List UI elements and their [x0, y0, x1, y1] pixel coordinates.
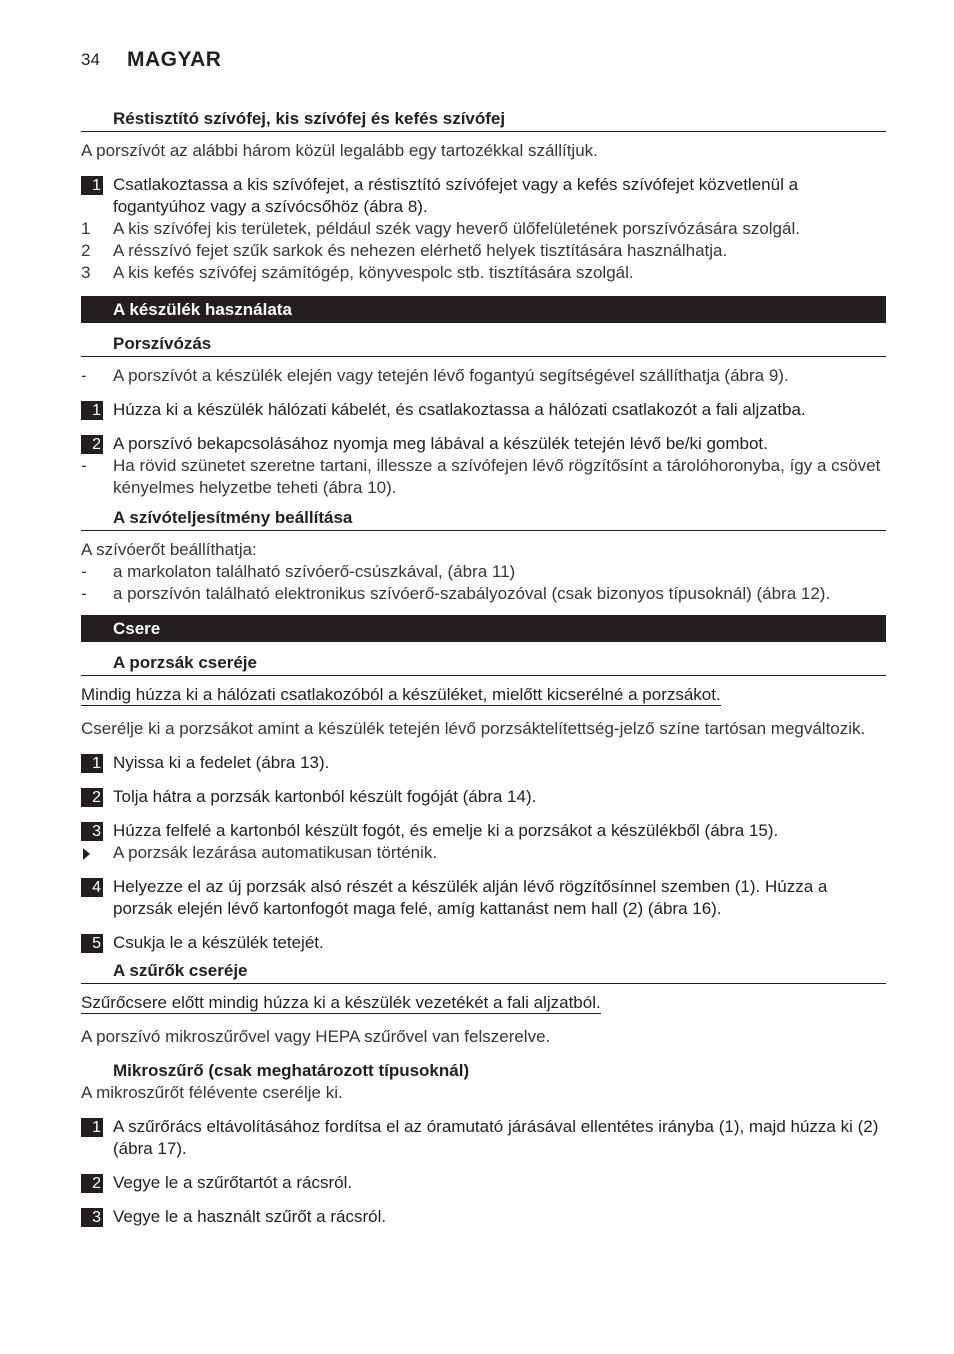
dash-marker: -	[81, 562, 87, 581]
dustbag-step-5	[81, 932, 886, 954]
step-number-box: 2	[81, 788, 103, 807]
dash-marker: -	[81, 584, 87, 603]
filters-intro: A porszívó mikroszűrővel vagy HEPA szűrővel van felszerelve.	[81, 1027, 551, 1046]
dustbag-result	[81, 842, 886, 864]
usage-bullet-2	[81, 455, 886, 499]
page-content	[81, 106, 886, 1228]
step-number-box: 5	[81, 934, 103, 953]
step-text: Húzza felfelé a kartonból készült fogót, és emelje ki a porzsákot a készülékből (ábra 15).	[113, 821, 779, 840]
item-number: 1	[81, 219, 91, 238]
section-band-replacement: Csere	[81, 615, 886, 642]
step-text: Tolja hátra a porzsák kartonból készült fogóját (ábra 14).	[113, 787, 537, 806]
nozzles-step-1	[81, 174, 886, 218]
filters-warning	[81, 992, 886, 1014]
subsection-title-dustbag: A porzsák cseréje	[81, 650, 886, 676]
step-number-box: 1	[81, 401, 103, 420]
filter-step-3	[81, 1206, 886, 1228]
step-number-box: 4	[81, 878, 103, 897]
page-number: 34	[81, 50, 100, 69]
section-title-suction-power: A szívóteljesítmény beállítása	[81, 505, 886, 531]
filter-step-1	[81, 1116, 886, 1160]
filter-step-2	[81, 1172, 886, 1194]
step-number-box: 3	[81, 822, 103, 841]
suction-bullet-1	[81, 561, 886, 583]
item-number: 2	[81, 241, 91, 260]
item-number: 3	[81, 263, 91, 282]
page-language: MAGYAR	[127, 48, 222, 71]
subsection-title-vacuuming: Porszívózás	[81, 331, 886, 357]
result-arrow-icon	[83, 848, 90, 860]
suction-intro: A szívóerőt beállíthatja:	[81, 540, 257, 559]
bullet-text: a markolaton található szívóerő-csúszkával, (ábra 11)	[113, 562, 516, 581]
step-text: Húzza ki a készülék hálózati kábelét, és csatlakoztassa a hálózati csatlakozót a fali aljzatba.	[113, 400, 806, 419]
warning-text: Szűrőcsere előtt mindig húzza ki a készülék vezetékét a fali aljzatból.	[81, 993, 601, 1012]
dustbag-step-2	[81, 786, 886, 808]
warning-text: Mindig húzza ki a hálózati csatlakozóból a készüléket, mielőtt kicserélné a porzsákot.	[81, 685, 721, 704]
dash-marker: -	[81, 456, 87, 475]
suction-bullet-2	[81, 583, 886, 605]
microfilter-intro: A mikroszűrőt félévente cserélje ki.	[81, 1083, 343, 1102]
step-text: Helyezze el az új porzsák alsó részét a készülék alján lévő rögzítősínnel szemben (1). Húzza a porzsák elején lévő kartonfogót maga felé, amíg kattanást nem hall (2) (ábra 16).	[113, 877, 828, 918]
step-text: Nyissa ki a fedelet (ábra 13).	[113, 753, 330, 772]
item-text: A kis kefés szívófej számítógép, könyvespolc stb. tisztítására szolgál.	[113, 263, 634, 282]
nozzle-item-3	[81, 262, 886, 284]
section-band-usage: A készülék használata	[81, 296, 886, 323]
bullet-text: A porszívót a készülék elején vagy tetején lévő fogantyú segítségével szállíthatja (ábra 9).	[113, 366, 789, 385]
dustbag-intro: Cserélje ki a porzsákot amint a készülék tetején lévő porzsáktelítettség-jelző színe tartósan megváltozik.	[81, 719, 866, 738]
dustbag-step-1	[81, 752, 886, 774]
nozzle-item-1	[81, 218, 886, 240]
bullet-text: Ha rövid szünetet szeretne tartani, illessze a szívófejen lévő rögzítősínt a tárolóhoronyba, így a csövet kényelmes helyzetbe teheti (ábra 10).	[113, 456, 881, 497]
step-text: A szűrőrács eltávolításához fordítsa el az óramutató járásával ellentétes irányba (1), majd húzza ki (2) (ábra 17).	[113, 1117, 879, 1158]
nozzles-intro: A porszívót az alábbi három közül legalább egy tartozékkal szállítjuk.	[81, 141, 598, 160]
usage-bullet-1	[81, 365, 886, 387]
result-text: A porzsák lezárása automatikusan történik.	[113, 843, 438, 862]
step-text: Csukja le a készülék tetejét.	[113, 933, 324, 952]
step-number-box: 1	[81, 1118, 103, 1137]
usage-step-2	[81, 433, 886, 455]
step-number-box: 2	[81, 435, 103, 454]
step-number-box: 3	[81, 1208, 103, 1227]
nozzle-item-2	[81, 240, 886, 262]
step-number-box: 1	[81, 176, 103, 195]
step-text: Vegye le a használt szűrőt a rácsról.	[113, 1207, 387, 1226]
dustbag-warning	[81, 684, 886, 706]
subsection-title-microfilter: Mikroszűrő (csak meghatározott típusoknál)	[113, 1061, 470, 1080]
dustbag-step-3	[81, 820, 886, 842]
step-text: Csatlakoztassa a kis szívófejet, a réstisztító szívófejet vagy a kefés szívófejet közvetlenül a fogantyúhoz vagy a szívócsőhöz (ábra 8).	[113, 175, 799, 216]
item-text: A résszívó fejet szűk sarkok és nehezen elérhető helyek tisztítására használhatja.	[113, 241, 728, 260]
subsection-title-filters: A szűrők cseréje	[81, 958, 886, 984]
step-text: A porszívó bekapcsolásához nyomja meg lábával a készülék tetején lévő be/ki gombot.	[113, 434, 768, 453]
bullet-text: a porszívón található elektronikus szívóerő-szabályozóval (csak bizonyos típusoknál) (ábra 12).	[113, 584, 831, 603]
usage-step-1	[81, 399, 886, 421]
dash-marker: -	[81, 366, 87, 385]
section-title-nozzles: Réstisztító szívófej, kis szívófej és kefés szívófej	[81, 106, 886, 132]
step-number-box: 1	[81, 754, 103, 773]
item-text: A kis szívófej kis területek, például szék vagy heverő ülőfelületének porszívózására szolgál.	[113, 219, 800, 238]
dustbag-step-4	[81, 876, 886, 920]
step-text: Vegye le a szűrőtartót a rácsról.	[113, 1173, 353, 1192]
step-number-box: 2	[81, 1174, 103, 1193]
